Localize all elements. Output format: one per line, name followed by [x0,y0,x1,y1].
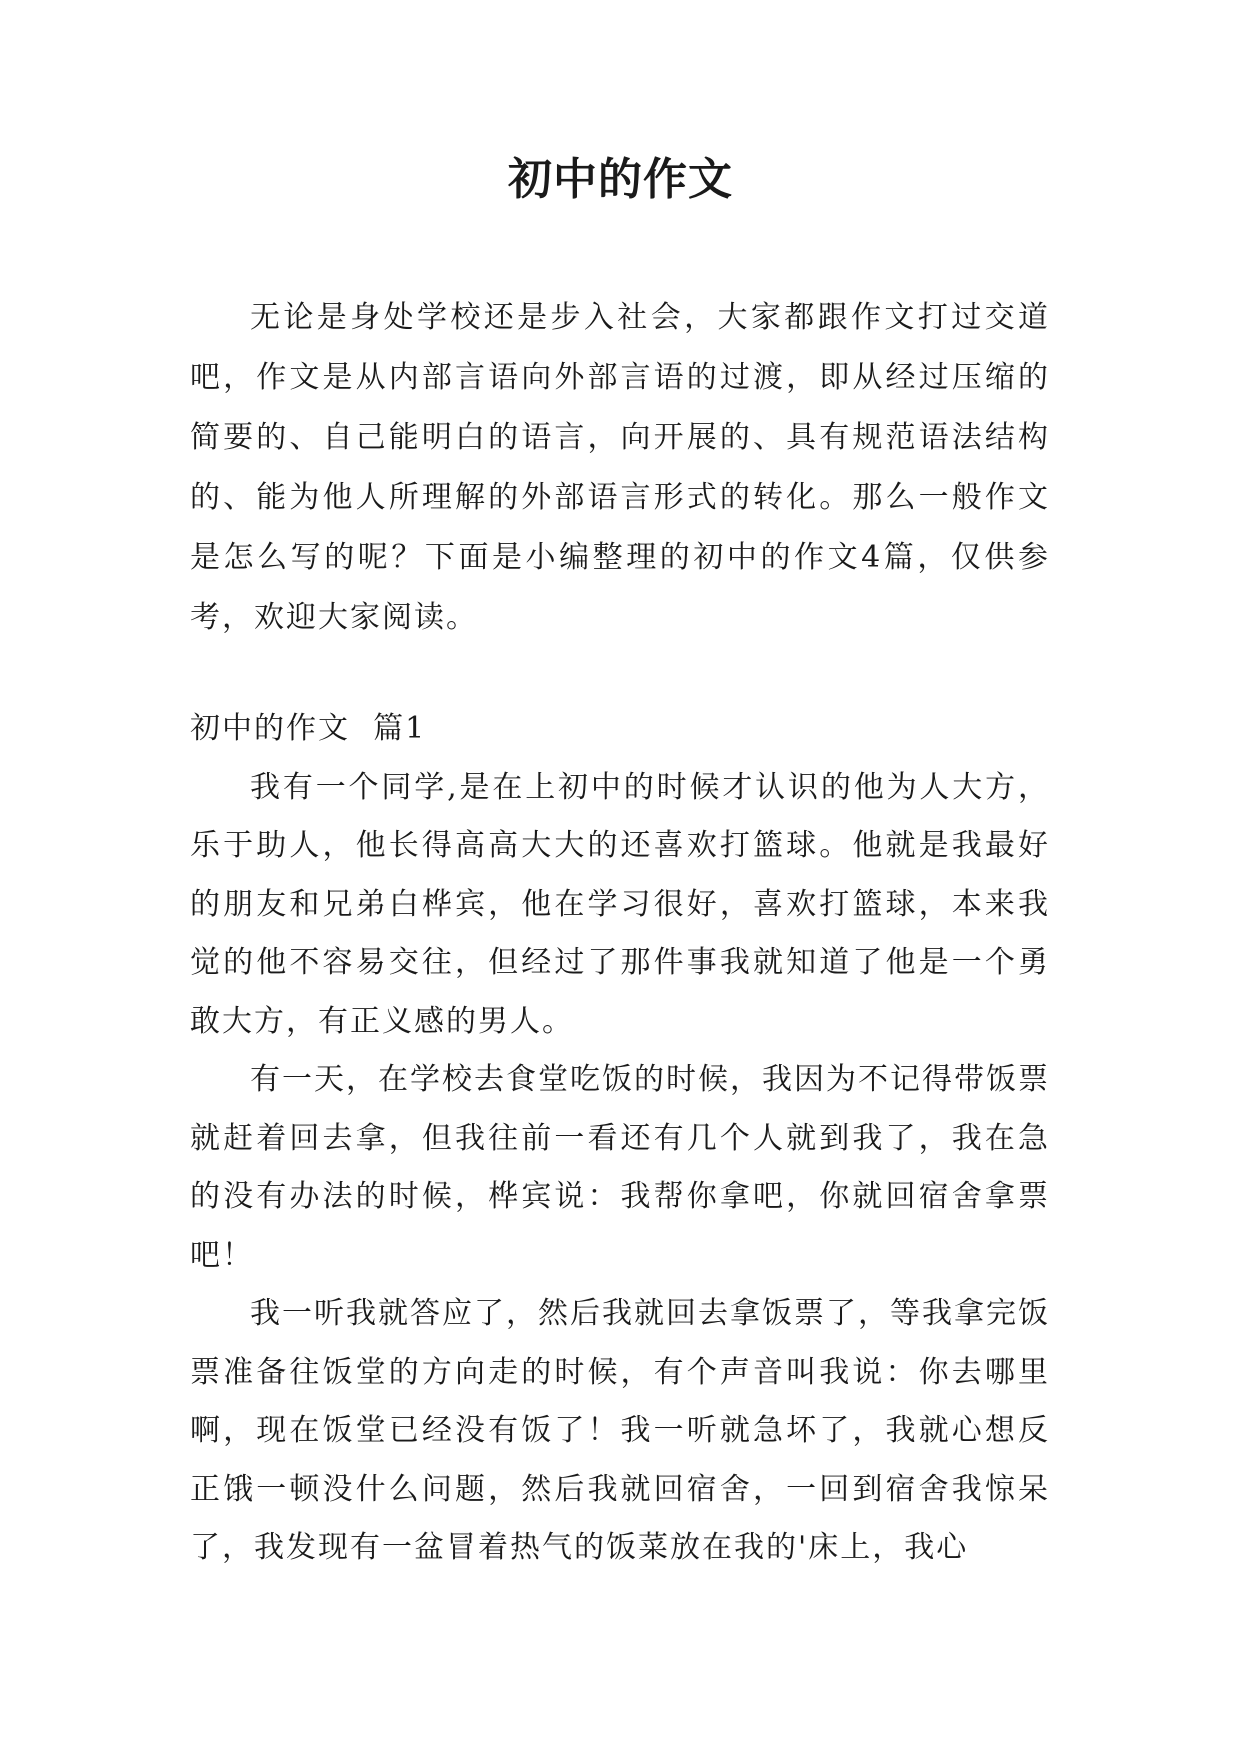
paragraph-2: 有一天，在学校去食堂吃饭的时候，我因为不记得带饭票就赶着回去拿，但我往前一看还有几个人就到我了，我在急的没有办法的时候，桦宾说：我帮你拿吧，你就回宿舍拿票吧！ [190,1062,1050,1273]
document-title: 初中的作文 [508,154,733,205]
intro-paragraph: 无论是身处学校还是步入社会，大家都跟作文打过交道吧，作文是从内部言语向外部言语的过渡，即从经过压缩的简要的、自己能明白的语言，向开展的、具有规范语法结构的、能为他人所理解的外部语言形式的转化。那么一般作文是怎么写的呢？下面是小编整理的初中的作文4篇，仅供参考，欢迎大家阅读。 [190,300,1050,635]
essay-section [190,700,1050,1578]
paragraph-3: 我一听我就答应了，然后我就回去拿饭票了，等我拿完饭票准备往饭堂的方向走的时候，有个声音叫我说：你去哪里啊，现在饭堂已经没有饭了！我一听就急坏了，我就心想反正饿一顿没什么问题，然后我就回宿舍，一回到宿舍我惊呆了，我发现有一盆冒着热气的饭菜放在我的'床上，我心 [190,1296,1050,1565]
section-heading: 初中的作文 篇1 [190,711,427,746]
paragraph-1: 我有一个同学,是在上初中的时候才认识的他为人大方，乐于助人，他长得高高大大的还喜欢打篮球。他就是我最好的朋友和兄弟白桦宾，他在学习很好，喜欢打篮球，本来我觉的他不容易交往，但经过了那件事我就知道了他是一个勇敢大方，有正义感的男人。 [190,769,1050,1039]
intro-block [190,288,1050,648]
